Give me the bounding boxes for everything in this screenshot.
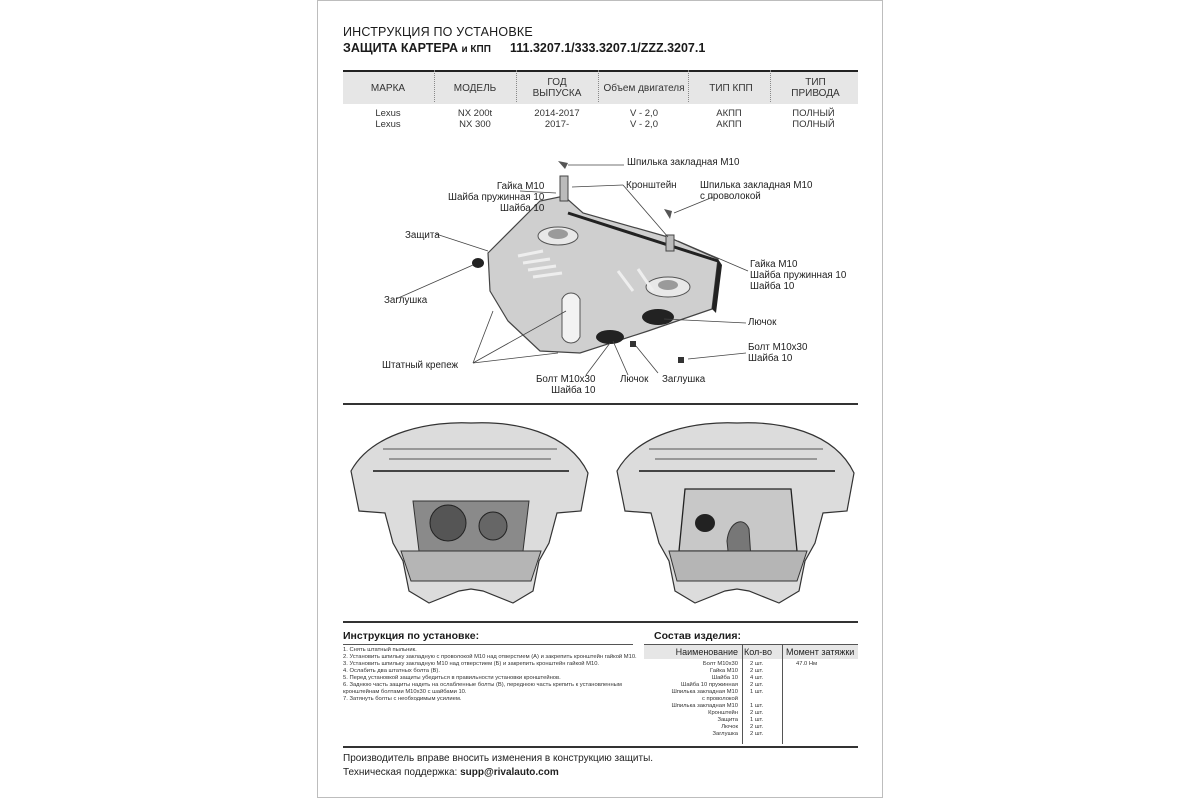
sheet-title: ИНСТРУКЦИЯ ПО УСТАНОВКЕ [343, 25, 533, 39]
composition-item-name: Болт М10х30 [702, 661, 738, 667]
label-stud2-a: Шпилька закладная М10 [700, 180, 813, 191]
row2-drive: ПОЛНЫЙ [792, 119, 835, 130]
composition-item-name: Шпилька закладная М10 [671, 689, 738, 695]
instruction-step: 7. Затянуть болты с необходимым усилием. [343, 696, 462, 702]
composition-item-qty [750, 696, 780, 703]
instruction-sheet [317, 0, 883, 798]
composition-item-qty: 2 шт. [750, 682, 764, 688]
label-nut2-c: Шайба 10 [750, 281, 795, 292]
row2-model: NX 300 [459, 119, 491, 130]
cell-model [435, 108, 515, 130]
composition-item-qty: 4 шт. [750, 675, 764, 681]
composition-divider [782, 644, 783, 744]
col-year-line1: ГОД [547, 77, 567, 88]
vehicle-table-header [343, 70, 858, 104]
row2-year: 2017- [544, 119, 570, 130]
composition-item-qty: 1 шт. [750, 703, 764, 709]
composition-item-qty: 2 шт. [750, 724, 764, 730]
subtitle-small: и КПП [461, 44, 491, 55]
composition-header [644, 644, 858, 659]
sheet-subtitle [343, 41, 491, 55]
col-drive [773, 72, 858, 104]
section-divider [343, 621, 858, 623]
label-nut2-b: Шайба пружинная 10 [750, 270, 847, 281]
composition-item-name: Шайба 10 [711, 675, 738, 681]
label-hatch-2: Лючок [620, 374, 649, 385]
cell-year [517, 108, 597, 130]
label-stud-1: Шпилька закладная М10 [627, 157, 740, 168]
label-nut1-c: Шайба 10 [499, 203, 545, 214]
underbody-views [343, 411, 858, 621]
col-gearbox: ТИП КПП [709, 82, 753, 94]
cell-engine [599, 108, 689, 130]
composition-col-qty: Кол-во [744, 647, 772, 657]
composition-item-qty: 2 шт. [750, 668, 764, 674]
row1-year: 2014-2017 [534, 108, 580, 119]
label-plug-1: Заглушка [384, 295, 428, 306]
table-divider [770, 70, 771, 102]
label-guard: Защита [405, 230, 440, 241]
composition-item-qty: 2 шт. [750, 710, 764, 716]
table-divider [516, 70, 517, 102]
composition-item-qty: 1 шт. [750, 717, 764, 723]
composition-item-name: Заглушка [712, 731, 738, 737]
instruction-step: 4. Ослабить два штатных болта (В). [343, 668, 440, 674]
instructions-title: Инструкция по установке: [343, 630, 480, 642]
composition-divider [742, 644, 743, 744]
composition-item-qty: 2 шт. [750, 661, 764, 667]
composition-item-name: с проволокой [702, 696, 738, 702]
instruction-step: 3. Установить шпильку закладную М10 над отверстием (Б) и закрепить кронштейн гайкой М10. [343, 661, 600, 667]
label-bracket: Кронштейн [626, 180, 677, 191]
underbody-before-drawing [351, 423, 588, 603]
composition-item-name: Шайба 10 пружинная [681, 682, 738, 688]
row1-engine: V - 2,0 [630, 108, 658, 119]
instruction-step: 1. Снять штатный пыльник. [343, 647, 417, 653]
instructions-underline [343, 644, 633, 645]
composition-item-name: Кронштейн [708, 710, 738, 716]
col-drive-line1: ТИП [805, 77, 826, 88]
composition-item-qty: 2 шт. [750, 731, 764, 737]
composition-item-name: Лючок [721, 724, 738, 730]
footer-support [343, 767, 559, 778]
label-bolt-group-1 [748, 342, 807, 364]
torque-value: 47.0 Нм [796, 661, 818, 667]
cell-brand [343, 108, 433, 130]
instructions-list [343, 647, 641, 703]
row2-engine: V - 2,0 [630, 119, 658, 130]
composition-item-name: Шпилька закладная М10 [671, 703, 738, 709]
col-drive-line2: ПРИВОДА [791, 88, 840, 99]
table-divider [434, 70, 435, 102]
label-nut1-a: Гайка М10 [496, 181, 545, 192]
label-bolt1-b: Шайба 10 [748, 353, 793, 364]
section-divider [343, 746, 858, 748]
footer-notice: Производитель вправе вносить изменения в конструкцию защиты. [343, 753, 654, 764]
col-engine: Объем двигателя [603, 82, 685, 94]
subtitle-main: ЗАЩИТА КАРТЕРА [343, 41, 458, 55]
table-divider [598, 70, 599, 102]
table-divider [688, 70, 689, 102]
col-model: МОДЕЛЬ [453, 82, 497, 94]
label-nut1-b: Шайба пружинная 10 [448, 192, 545, 203]
support-label: Техническая поддержка: [343, 767, 458, 778]
composition-names [644, 661, 738, 738]
composition-item-qty: 1 шт. [750, 689, 764, 695]
instruction-step: 5. Перед установкой защиты убедиться в правильности установки кронштейнов. [343, 675, 561, 681]
underbody-after-drawing [617, 423, 854, 603]
instruction-step: 2. Установить шпильку закладную с проволокой М10 над отверстием (А) и закрепить кронштейн гайкой М10. [343, 654, 637, 660]
instruction-step: 6. Заднюю часть защиты надеть на ослабленные болты (В), переднюю часть крепить к установленным кронштейнам болтами М10х30 с шайбами 10. [343, 682, 622, 695]
cell-gearbox [689, 108, 769, 130]
row2-brand: Lexus [375, 119, 401, 130]
label-bolt2-b: Шайба 10 [551, 385, 596, 396]
label-stud2-b: с проволокой [700, 191, 761, 202]
label-bolt2-a: Болт М10х30 [536, 374, 596, 385]
composition-qtys [750, 661, 780, 738]
row2-gearbox: АКПП [716, 119, 742, 130]
label-std-mount: Штатный крепеж [382, 360, 459, 371]
label-nut-group-1 [448, 181, 544, 214]
label-stud-2 [700, 180, 812, 202]
composition-title: Состав изделия: [654, 630, 741, 642]
row1-model: NX 200t [457, 108, 493, 119]
composition-col-name: Наименование [675, 647, 738, 657]
label-nut2-a: Гайка М10 [750, 259, 798, 270]
row1-gearbox: АКПП [716, 108, 742, 119]
composition-item-name: Защита [717, 717, 738, 723]
section-divider [343, 403, 858, 405]
label-bolt-group-2 [536, 374, 595, 396]
label-nut-group-2 [750, 259, 846, 292]
row1-brand: Lexus [375, 108, 401, 119]
support-email[interactable]: supp@rivalauto.com [460, 767, 559, 778]
composition-item-name: Гайка М10 [709, 668, 738, 674]
col-year [517, 72, 597, 104]
part-numbers: 111.3207.1/333.3207.1/ZZZ.3207.1 [510, 41, 706, 55]
row1-drive: ПОЛНЫЙ [792, 108, 835, 119]
label-bolt1-a: Болт М10х30 [748, 342, 808, 353]
col-year-line2: ВЫПУСКА [532, 88, 582, 99]
composition-col-torque: Момент затяжки [786, 647, 855, 657]
label-hatch-1: Лючок [748, 317, 777, 328]
cell-drive [771, 108, 856, 130]
col-brand: МАРКА [370, 82, 406, 94]
label-plug-2: Заглушка [662, 374, 706, 385]
